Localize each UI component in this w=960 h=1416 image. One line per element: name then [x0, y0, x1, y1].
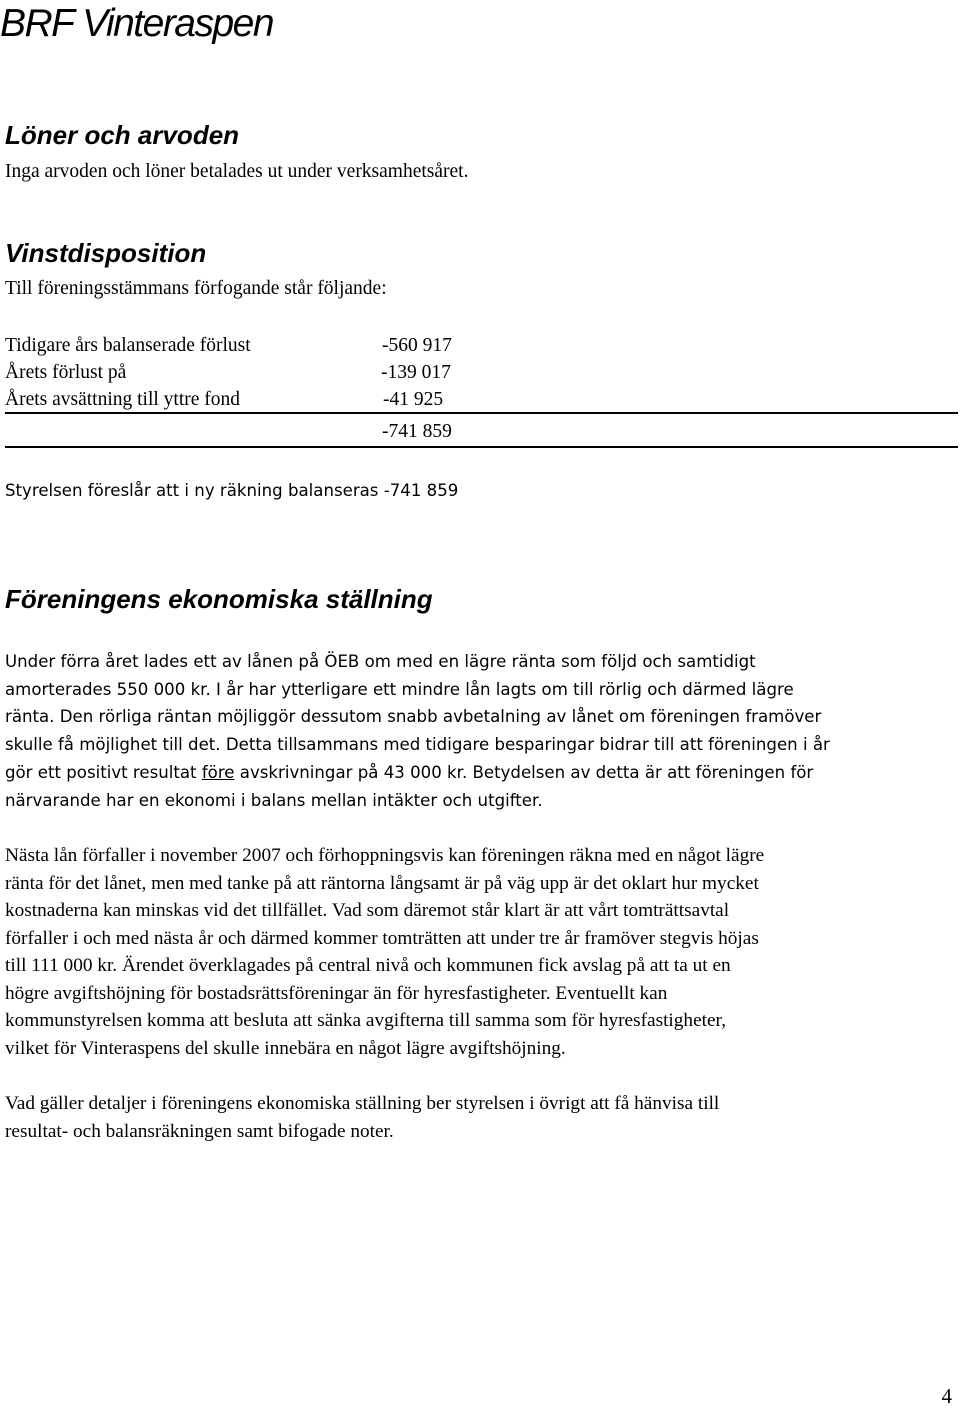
- paragraph-line: förfaller i och med nästa år och därmed kommer tomträtten att under tre år framöver stegvis höjas: [5, 927, 759, 949]
- stallning-paragraph-2: [5, 842, 955, 1062]
- loner-text: Inga arvoden och löner betalades ut under verksamhetsåret.: [5, 161, 469, 182]
- disposition-row-value: -560 917: [382, 335, 452, 356]
- underlined-word: före: [201, 762, 235, 782]
- paragraph-line: Under förra året lades ett av lånen på ÖEB om med en lägre ränta som följd och samtidigt: [5, 652, 756, 671]
- disposition-proposal: Styrelsen föreslår att i ny räkning balanseras -741 859: [5, 481, 459, 500]
- disposition-row-value: -41 925: [383, 389, 444, 410]
- line-text: avskrivningar på 43 000 kr. Betydelsen av detta är att föreningen för: [234, 762, 814, 782]
- paragraph-line: amorterades 550 000 kr. I år har ytterligare ett mindre lån lagts om till rörlig och därmed lägre: [5, 679, 794, 699]
- disposition-row-label: Årets förlust på: [5, 362, 127, 383]
- paragraph-line: ränta. Den rörliga räntan möjliggör dessutom snabb avbetalning av lånet om föreningen framöver: [5, 707, 822, 727]
- paragraph-line: kommunstyrelsen komma att besluta att sänka avgifterna till samma som för hyresfastigheter,: [5, 1010, 727, 1031]
- disposition-row-label: Årets avsättning till yttre fond: [5, 389, 241, 410]
- paragraph-line: resultat- och balansräkningen samt bifogade noter.: [5, 1120, 394, 1142]
- disposition-row-value: -139 017: [381, 362, 451, 383]
- paragraph-line: skulle få möjlighet till det. Detta tillsammans med tidigare besparingar bidrar till att föreningen i år: [5, 735, 830, 755]
- section-heading-vinstdisposition: Vinstdisposition: [5, 238, 207, 268]
- paragraph-line: Nästa lån förfaller i november 2007 och förhoppningsvis kan föreningen räkna med en något lägre: [5, 845, 765, 866]
- sum-rule-top: [5, 412, 958, 414]
- section-heading-loner: Löner och arvoden: [5, 120, 240, 150]
- paragraph-line: vilket för Vinteraspens del skulle innebära en något lägre avgiftshöjning.: [5, 1037, 566, 1059]
- paragraph-line: [5, 759, 955, 787]
- section-heading-stallning: Föreningens ekonomiska ställning: [5, 584, 433, 614]
- paragraph-line: närvarande har en ekonomi i balans mellan intäkter och utgifter.: [5, 790, 543, 810]
- page-number: 4: [941, 1384, 952, 1408]
- paragraph-line: kostnaderna kan minskas vid det tillfället. Vad som däremot står klart är att vårt tomträttsavtal: [5, 900, 730, 921]
- vinstdisposition-intro: Till föreningsstämmans förfogande står följande:: [5, 278, 387, 299]
- disposition-total: -741 859: [382, 421, 452, 442]
- disposition-row-label: Tidigare års balanserade förlust: [5, 335, 251, 356]
- paragraph-line: Vad gäller detaljer i föreningens ekonomiska ställning ber styrelsen i övrigt att få hänvisa till: [5, 1093, 720, 1114]
- document-header-title: BRF Vinteraspen: [0, 2, 274, 45]
- sum-rule-bottom: [5, 446, 958, 448]
- stallning-paragraph-1: [5, 648, 955, 814]
- stallning-paragraph-3: [5, 1090, 955, 1145]
- paragraph-line: ränta för det lånet, men med tanke på att räntorna långsamt är på väg upp är det oklart hur mycket: [5, 872, 759, 894]
- line-text: gör ett positivt resultat: [5, 762, 202, 782]
- paragraph-line: till 111 000 kr. Ärendet överklagades på central nivå och kommunen fick avslag på att ta ut en: [5, 955, 731, 976]
- paragraph-line: högre avgiftshöjning för bostadsrättsföreningar än för hyresfastigheter. Eventuellt kan: [5, 982, 668, 1004]
